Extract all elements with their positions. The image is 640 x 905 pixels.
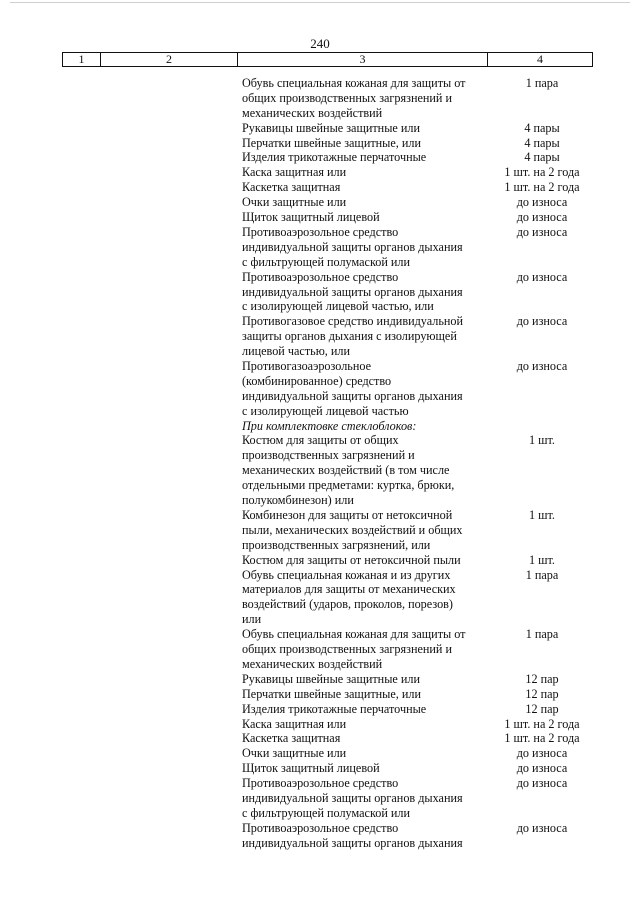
item-quantity: 1 шт. на 2 года <box>504 180 580 195</box>
item-name-line: пыли, механических воздействий и общих <box>242 522 463 537</box>
item-name <box>242 731 490 746</box>
item-name-line: Очки защитные или <box>242 746 347 761</box>
item-name-line: или <box>242 612 262 627</box>
item-name <box>242 568 490 628</box>
item-name-line: Костюм для защиты от нетоксичной пыли <box>242 552 461 567</box>
item-name-line: механических воздействий (в том числе <box>242 463 450 478</box>
item-quantity: 12 пар <box>525 671 559 686</box>
item-quantity: 4 пары <box>524 120 560 135</box>
item-quantity: 4 пары <box>524 135 560 150</box>
table-row <box>0 76 640 121</box>
item-name <box>242 508 490 553</box>
item-name <box>242 821 490 851</box>
table-row <box>0 508 640 553</box>
column-header-row <box>62 52 593 67</box>
item-name <box>242 687 490 702</box>
item-name <box>242 76 490 121</box>
item-name-line: с фильтрующей полумаской или <box>242 254 411 269</box>
item-quantity: 1 шт. на 2 года <box>504 165 580 180</box>
item-name <box>242 717 490 732</box>
item-name <box>242 433 490 508</box>
table-row <box>0 568 640 628</box>
item-name-line: индивидуальной защиты органов дыхания <box>242 284 463 299</box>
item-name-line: с фильтрующей полумаской или <box>242 805 411 820</box>
item-name-line: Комбинезон для защиты от нетоксичной <box>242 507 453 522</box>
item-quantity: до износа <box>516 776 568 791</box>
item-name-line: общих производственных загрязнений и <box>242 90 453 105</box>
item-name <box>242 180 490 195</box>
item-quantity: 4 пары <box>524 150 560 165</box>
table-row <box>0 672 640 687</box>
table-row <box>0 731 640 746</box>
item-name <box>242 672 490 687</box>
item-quantity: до износа <box>516 210 568 225</box>
item-name-line: с изолирующей лицевой частью, или <box>242 299 434 314</box>
section-heading <box>242 419 490 434</box>
item-name <box>242 553 490 568</box>
item-name-line: Каскетка защитная <box>242 731 341 746</box>
item-name-line: Щиток защитный лицевой <box>242 210 380 225</box>
item-name-line: Перчатки швейные защитные, или <box>242 135 422 150</box>
item-name <box>242 210 490 225</box>
table-row <box>0 210 640 225</box>
item-quantity: 1 пара <box>525 567 559 582</box>
table-row <box>0 687 640 702</box>
item-name-line: Противоаэрозольное средство <box>242 776 399 791</box>
table-row <box>0 270 640 315</box>
item-quantity: до износа <box>516 195 568 210</box>
table-row <box>0 776 640 821</box>
column-header-3: 3 <box>238 53 488 66</box>
item-name-line: отдельными предметами: куртка, брюки, <box>242 478 455 493</box>
item-name <box>242 121 490 136</box>
item-name-line: При комплектовке стеклоблоков: <box>242 418 417 433</box>
item-name <box>242 225 490 270</box>
table-row <box>0 717 640 732</box>
table-row <box>0 553 640 568</box>
item-quantity: 1 шт. <box>529 433 555 448</box>
item-name-line: полукомбинезон) или <box>242 493 354 508</box>
item-name-line: индивидуальной защиты органов дыхания <box>242 835 463 850</box>
item-name-line: общих производственных загрязнений и <box>242 642 453 657</box>
item-quantity: 1 пара <box>525 627 559 642</box>
item-name-line: Рукавицы швейные защитные или <box>242 671 420 686</box>
page-number: 240 <box>310 36 330 51</box>
item-name-line: Противогазоаэрозольное <box>242 358 372 373</box>
table-row <box>0 314 640 359</box>
column-header-2: 2 <box>101 53 238 66</box>
table-row <box>0 419 640 434</box>
column-header-4: 4 <box>537 52 543 66</box>
item-name <box>242 136 490 151</box>
item-name <box>242 627 490 672</box>
item-name-line: Рукавицы швейные защитные или <box>242 120 420 135</box>
item-name-line: Перчатки швейные защитные, или <box>242 686 422 701</box>
table-row <box>0 165 640 180</box>
table-row <box>0 433 640 508</box>
item-name-line: воздействий (ударов, проколов, порезов) <box>242 597 453 612</box>
item-name-line: механических воздействий <box>242 105 383 120</box>
item-quantity: 1 шт. на 2 года <box>504 716 580 731</box>
item-name-line: механических воздействий <box>242 656 383 671</box>
table-row <box>0 627 640 672</box>
item-name <box>242 761 490 776</box>
table-row <box>0 821 640 851</box>
item-name-line: Противоаэрозольное средство <box>242 224 399 239</box>
item-name <box>242 776 490 821</box>
item-quantity: до износа <box>516 314 568 329</box>
item-name-line: Обувь специальная кожаная для защиты от <box>242 627 466 642</box>
item-name-line: Противогазовое средство индивидуальной <box>242 314 464 329</box>
table-row <box>0 225 640 270</box>
item-name-line: (комбинированное) средство <box>242 373 392 388</box>
column-header-1: 1 <box>63 53 101 66</box>
table-row <box>0 761 640 776</box>
item-name <box>242 270 490 315</box>
table-body <box>0 76 640 851</box>
item-quantity: до износа <box>516 746 568 761</box>
item-name-line: лицевой частью, или <box>242 344 351 359</box>
item-name <box>242 165 490 180</box>
item-name-line: Каска защитная или <box>242 165 347 180</box>
item-name-line: Противоаэрозольное средство <box>242 269 399 284</box>
item-quantity: 1 пара <box>525 76 559 90</box>
item-quantity: до износа <box>516 761 568 776</box>
item-name-line: Изделия трикотажные перчаточные <box>242 150 427 165</box>
item-name <box>242 359 490 419</box>
item-name <box>242 702 490 717</box>
table-row <box>0 195 640 210</box>
item-quantity: 1 шт. <box>529 552 555 567</box>
table-row <box>0 746 640 761</box>
table-row <box>0 180 640 195</box>
item-name-line: производственных загрязнений и <box>242 448 415 463</box>
table-row <box>0 121 640 136</box>
item-quantity: 1 шт. на 2 года <box>504 731 580 746</box>
item-name-line: Очки защитные или <box>242 195 347 210</box>
item-name-line: индивидуальной защиты органов дыхания <box>242 239 463 254</box>
item-name-line: Обувь специальная кожаная и из других <box>242 567 451 582</box>
table-row <box>0 150 640 165</box>
item-name-line: индивидуальной защиты органов дыхания <box>242 388 463 403</box>
item-name-line: защиты органов дыхания с изолирующей <box>242 329 457 344</box>
item-name-line: материалов для защиты от механических <box>242 582 456 597</box>
item-quantity: до износа <box>516 358 568 373</box>
table-row <box>0 359 640 419</box>
item-name-line: Щиток защитный лицевой <box>242 761 380 776</box>
table-row <box>0 136 640 151</box>
item-name-line: Противоаэрозольное средство <box>242 820 399 835</box>
item-name-line: индивидуальной защиты органов дыхания <box>242 790 463 805</box>
item-name-line: Изделия трикотажные перчаточные <box>242 701 427 716</box>
item-name-line: с изолирующей лицевой частью <box>242 403 409 418</box>
item-name <box>242 314 490 359</box>
item-quantity: 12 пар <box>525 701 559 716</box>
item-name <box>242 150 490 165</box>
item-name-line: Костюм для защиты от общих <box>242 433 399 448</box>
item-quantity: 12 пар <box>525 686 559 701</box>
item-name-line: Каска защитная или <box>242 716 347 731</box>
item-quantity: до износа <box>516 269 568 284</box>
item-name-line: Каскетка защитная <box>242 180 341 195</box>
item-name-line: Обувь специальная кожаная для защиты от <box>242 76 466 90</box>
item-quantity: 1 шт. <box>529 507 555 522</box>
item-quantity: до износа <box>516 820 568 835</box>
item-quantity: до износа <box>516 224 568 239</box>
item-name-line: производственных загрязнений, или <box>242 537 431 552</box>
item-name <box>242 746 490 761</box>
top-rule <box>10 2 630 3</box>
item-name <box>242 195 490 210</box>
table-row <box>0 702 640 717</box>
